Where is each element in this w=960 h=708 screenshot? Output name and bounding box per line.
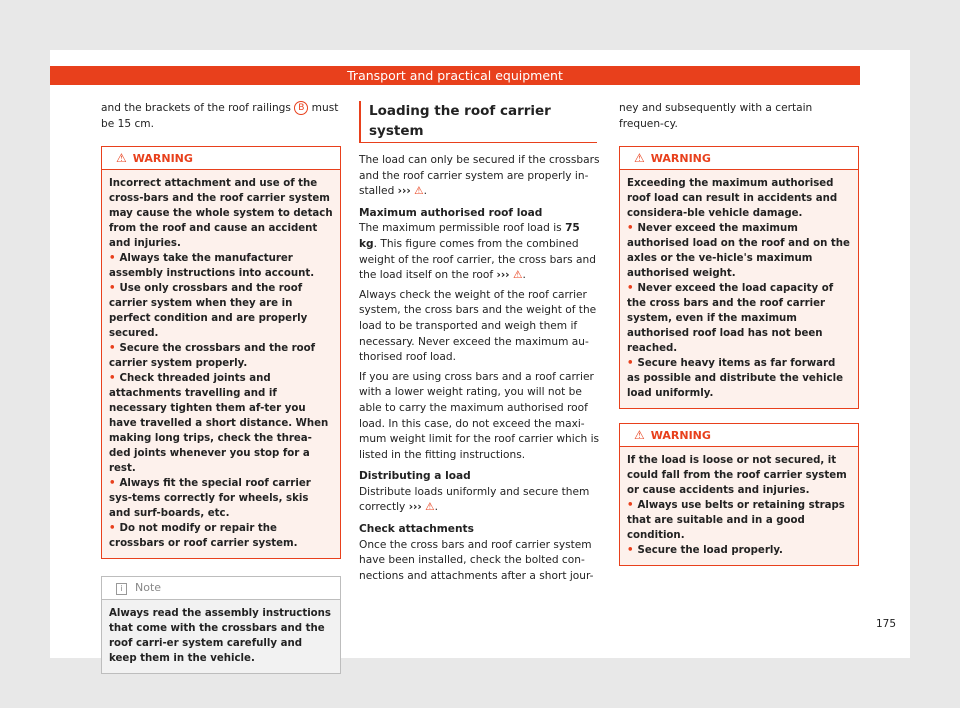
warning-box — [619, 146, 859, 409]
warning-item: • Check threaded joints and attachments travelling and if necessary tighten them af-ter you have travelled a short distance. When making long trips, check the threa-ded joints whenever you stop for a rest. — [109, 373, 329, 475]
warning-icon: ⚠ — [634, 151, 645, 166]
warning-icon: ⚠ — [425, 501, 435, 514]
warning-box — [101, 146, 341, 559]
warning-item: • Always fit the special roof carrier sys-tems correctly for wheels, skis and surf-boards, etc. — [109, 478, 311, 520]
paragraph: Distribute loads uniformly and secure them correctly ››› ⚠. — [359, 485, 590, 514]
warning-item: • Use only crossbars and the roof carrier system when they are in perfect condition and are properly secured. — [109, 283, 308, 340]
warning-item: • Always take the manufacturer assembly instructions into account. — [109, 253, 315, 280]
warning-item: • Secure the crossbars and the roof carrier system properly. — [109, 343, 316, 370]
warning-lead: Incorrect attachment and use of the cross-bars and the roof carrier system may cause the whole system to detach from the roof and cause an accident and injuries. — [109, 178, 333, 250]
paragraph: The load can only be secured if the crossbars and the roof carrier system are properly in-stalled ››› ⚠. — [359, 154, 600, 198]
warning-item: • Always use belts or retaining straps that are suitable and in a good condition. — [627, 500, 845, 542]
intro-paragraph: and the brackets of the roof railings B must be 15 cm. — [101, 102, 339, 130]
page-number: 175 — [876, 618, 897, 630]
warning-item: • Do not modify or repair the crossbars or roof carrier system. — [109, 523, 298, 550]
chapter-header: Transport and practical equipment — [50, 66, 860, 85]
note-box — [101, 576, 341, 674]
warning-icon: ⚠ — [414, 185, 424, 198]
paragraph: ney and subsequently with a certain frequen-cy. — [619, 102, 813, 130]
subheading: Maximum authorised roof load — [359, 206, 543, 219]
warning-lead: If the load is loose or not secured, it could fall from the roof carrier system or cause accidents and injuries. — [627, 455, 847, 497]
marker-b: B — [294, 101, 308, 115]
warning-item: • Secure the load properly. — [627, 545, 783, 557]
column-left — [101, 101, 341, 674]
warning-icon: ⚠ — [512, 269, 523, 282]
warning-body — [620, 170, 858, 408]
warning-icon: ⚠ — [634, 428, 645, 443]
warning-body — [102, 170, 340, 558]
warning-header: ⚠ WARNING — [620, 147, 858, 170]
paragraph: Once the cross bars and roof carrier system have been installed, check the bolted con-nections and attachments after a short jour- — [359, 538, 594, 582]
warning-lead: Exceeding the maximum authorised roof load can result in accidents and considera-ble vehicle damage. — [627, 178, 838, 220]
column-middle — [359, 101, 601, 584]
section-title: Loading the roof carrier system — [359, 101, 597, 143]
warning-body — [620, 447, 858, 565]
warning-header: ⚠ WARNING — [102, 147, 340, 170]
warning-box — [619, 423, 859, 566]
paragraph: If you are using cross bars and a roof carrier with a lower weight rating, you will not be able to carry the maximum authorised roof load. In this case, do not exceed the maxi-mum weight limit for the roof carrier which is listed in the fitting instructions. — [359, 370, 600, 461]
warning-item: • Never exceed the load capacity of the cross bars and the roof carrier system, even if the maximum authorised roof load has not been reached. — [627, 283, 834, 355]
warning-header: ⚠ WARNING — [620, 424, 858, 447]
warning-icon: ⚠ — [116, 151, 127, 166]
paragraph: The maximum permissible roof load is 75 kg. This figure comes from the combined weight of the roof carrier, the cross bars and the load itself on the roof ››› ⚠. — [359, 222, 596, 282]
column-right — [619, 101, 859, 566]
subheading: Distributing a load — [359, 470, 471, 483]
paragraph: Always check the weight of the roof carrier system, the cross bars and the weight of the load to be transported and weigh them if necessary. Never exceed the maximum au-thorised roof load. — [359, 288, 597, 364]
warning-item: • Never exceed the maximum authorised load on the roof and on the axles or the ve-hicle's maximum authorised weight. — [627, 223, 850, 280]
note-header: i Note — [102, 577, 340, 600]
note-body: Always read the assembly instructions that come with the crossbars and the roof carri-er system carefully and keep them in the vehicle. — [109, 608, 331, 665]
info-icon: i — [116, 583, 127, 595]
subheading: Check attachments — [359, 523, 474, 536]
warning-item: • Secure heavy items as far forward as possible and distribute the vehicle load uniformly. — [627, 358, 844, 400]
